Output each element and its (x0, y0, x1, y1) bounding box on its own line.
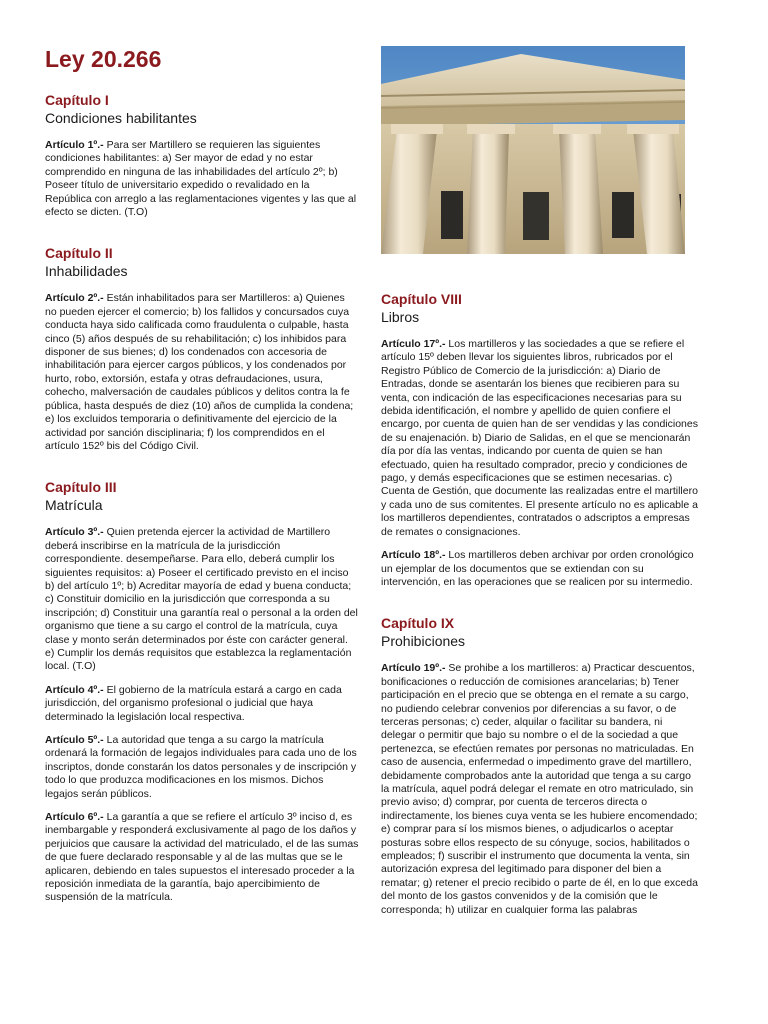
chapter-9 (381, 615, 700, 917)
building-columns-illustration (381, 46, 685, 254)
article-text: Están inhabilitados para ser Martilleros: a) Quienes no pueden ejercer el comercio; b) los fallidos y concursados cuya conducta haya sido calificada como fraudulenta o culpable, hasta cinco (5) años después de su rehabilitación; c) los inhibidos para disponer de sus bienes; d) los condenados con accesoria de inhabilitación para ejercer cargos públicos, y los condenados por hurto, robo, extorsión, estafa y otras defraudaciones, usura, cohecho, malversación de caudales públicos y delitos contra la fe pública, hasta después de diez (10) años de cumplida la condena; e) los excluidos temporaria o definitivamente del ejercicio de la actividad por sanción disciplinaria; f) los comprendidos en el artículo 152º bis del Código Civil. (45, 292, 354, 452)
right-column (381, 291, 700, 931)
article-text: La autoridad que tenga a su cargo la matrícula ordenará la formación de legajos individuales para cada uno de los inscriptos, donde constarán los datos personales y de inscripción y todo lo que produzca modificaciones en los mismos. Dichos legajos serán públicos. (45, 734, 357, 800)
article-text: El gobierno de la matrícula estará a cargo en cada jurisdicción, del organismo profesional o judicial que haya determinado la legislación local respectiva. (45, 683, 342, 723)
article-label: Artículo 2º.- (45, 292, 104, 305)
article-2 (45, 292, 359, 453)
article-label: Artículo 4º.- (45, 683, 104, 696)
article-label: Artículo 3º.- (45, 526, 104, 539)
article-label: Artículo 17º.- (381, 338, 446, 350)
document-title: Ley 20.266 (45, 46, 162, 72)
article-text: Para ser Martillero se requieren las siguientes condiciones habilitantes: a) Ser mayor de edad y no estar comprendido en ninguna de las inhabilidades del artículo 2º; b) Poseer título de universitario expedido o revalidado en la República con arreglo a las reglamentaciones vigentes y las que al efecto se dicten. (T.O) (45, 139, 357, 219)
chapter-name: Condiciones habilitantes (45, 110, 197, 126)
article-text: Los martilleros deben archivar por orden cronológico un ejemplar de los documentos que se extiendan con su intervención, en las operaciones que se realicen por su intermedio. (381, 549, 694, 588)
chapter-2 (45, 245, 359, 453)
chapter-3 (45, 479, 359, 905)
chapter-label: Capítulo IX (381, 615, 455, 632)
article-text: Se prohibe a los martilleros: a) Practicar descuentos, bonificaciones o reducción de comisiones arancelarias; b) Tener participación en el precio que se obtenga en el remate a su cargo, no pudiendo celebrar convenios por diferencias a su favor, o de terceras personas; c) ceder, alquilar o facilitar su bandera, ni delegar o permitir que bajo su nombre o el de la sociedad a que pertenezca, se efectúen remates por personas no matriculadas. En caso de ausencia, enfermedad o impedimento grave del martillero, debidamente comprobados ante la autoridad que tenga a su cargo la matrícula, aquel podrá delegar el remate en otro matriculado, sin previo aviso; d) comprar, por cuenta de terceros directa o indirectamente, los bienes cuya venta se les hubiere encomendado; e) comprar para sí los mismos bienes, o adjudicarlos o aceptar posturas sobre ellos respecto de su cónyuge, socios, habilitados o empleados; f) suscribir el instrumento que documenta la venta, sin autorización expresa del legitimado para disponer del bien a rematar; g) retener el precio recibido o parte de él, en lo que exceda del monto de los gastos convenidos y de la comisión que le corresponda; h) utilizar en cualquier forma las palabras (381, 662, 698, 916)
chapter-name: Prohibiciones (381, 633, 466, 650)
article-label: Artículo 18º.- (381, 549, 446, 562)
article-6 (45, 811, 359, 905)
chapter-1 (45, 92, 359, 219)
article-text: Quien pretenda ejercer la actividad de Martillero deberá inscribirse en la matrícula de la jurisdicción correspondiente. desempeñarse. Para ello, deberá cumplir los siguientes requisitos: a) Poseer el certificado previsto en el inciso b) del artículo 1º; b) Acreditar mayoría de edad y buena conducta; c) Constituir domicilio en la jurisdicción que corresponda a su inscripción; d) Constituir una garantía real o personal a la orden del organismo que tiene a su cargo el control de la matrícula, cuya clase y monto serán determinados por éste con carácter general. e) Cumplir los demás requisitos que establezca la reglamentación local. (T.O) (45, 526, 358, 673)
article-5 (45, 734, 359, 801)
chapter-name: Libros (381, 309, 420, 325)
chapter-label: Capítulo II (45, 245, 113, 262)
chapter-name: Matrícula (45, 497, 103, 514)
chapter-label: Capítulo III (45, 479, 117, 496)
article-label: Artículo 1º.- (45, 139, 104, 151)
article-3 (45, 526, 359, 673)
article-text: La garantía a que se refiere el artículo 3º inciso d, es inembargable y responderá exclusivamente al pago de los daños y perjuicios que causare la actividad del matriculado, el de las sumas de que fuere declarado responsable y al de las multas que se le aplicaren, debiendo en tales supuestos el interesado proceder a la reposición inmediata de la garantía, bajo apercibimiento de suspensión de la matrícula. (45, 811, 359, 904)
chapter-label: Capítulo VIII (381, 291, 462, 307)
chapter-8 (381, 291, 700, 589)
article-1 (45, 139, 359, 219)
chapter-name: Inhabilidades (45, 263, 128, 280)
chapter-label: Capítulo I (45, 92, 109, 108)
article-4 (45, 684, 359, 724)
article-19 (381, 662, 700, 917)
article-label: Artículo 5º.- (45, 734, 104, 746)
article-text: Los martilleros y las sociedades a que se refiere el artículo 15º deben llevar los siguientes libros, rubricados por el Registro Público de Comercio de la jurisdicción: a) Diario de Entradas, donde se asentarán los bienes que recibieren para su venta, con indicación de las especificaciones necesarias para su debida identificación, el nombre y apellido de quien confiere el encargo, por cuenta de quien han de ser vendidas y las condiciones de su enajenación. b) Diario de Salidas, en el que se mencionarán día por día las ventas, indicando por cuenta de quien se han efectuado, quien ha resultado comprador, precio y condiciones de pago, y demás especificaciones que se estimen necesarias. c) Cuenta de Gestión, que documente las realizadas entre el martillero y cada uno de sus comitentes. El presente artículo no es aplicable a los martilleros dependientes, contratados o adscriptos a empresas de remates o consignaciones. (381, 338, 698, 538)
building-columns-photo (381, 46, 685, 254)
article-17 (381, 338, 700, 539)
article-18 (381, 549, 700, 589)
article-label: Artículo 6º.- (45, 811, 104, 824)
left-column (45, 44, 359, 919)
article-label: Artículo 19º.- (381, 662, 446, 675)
